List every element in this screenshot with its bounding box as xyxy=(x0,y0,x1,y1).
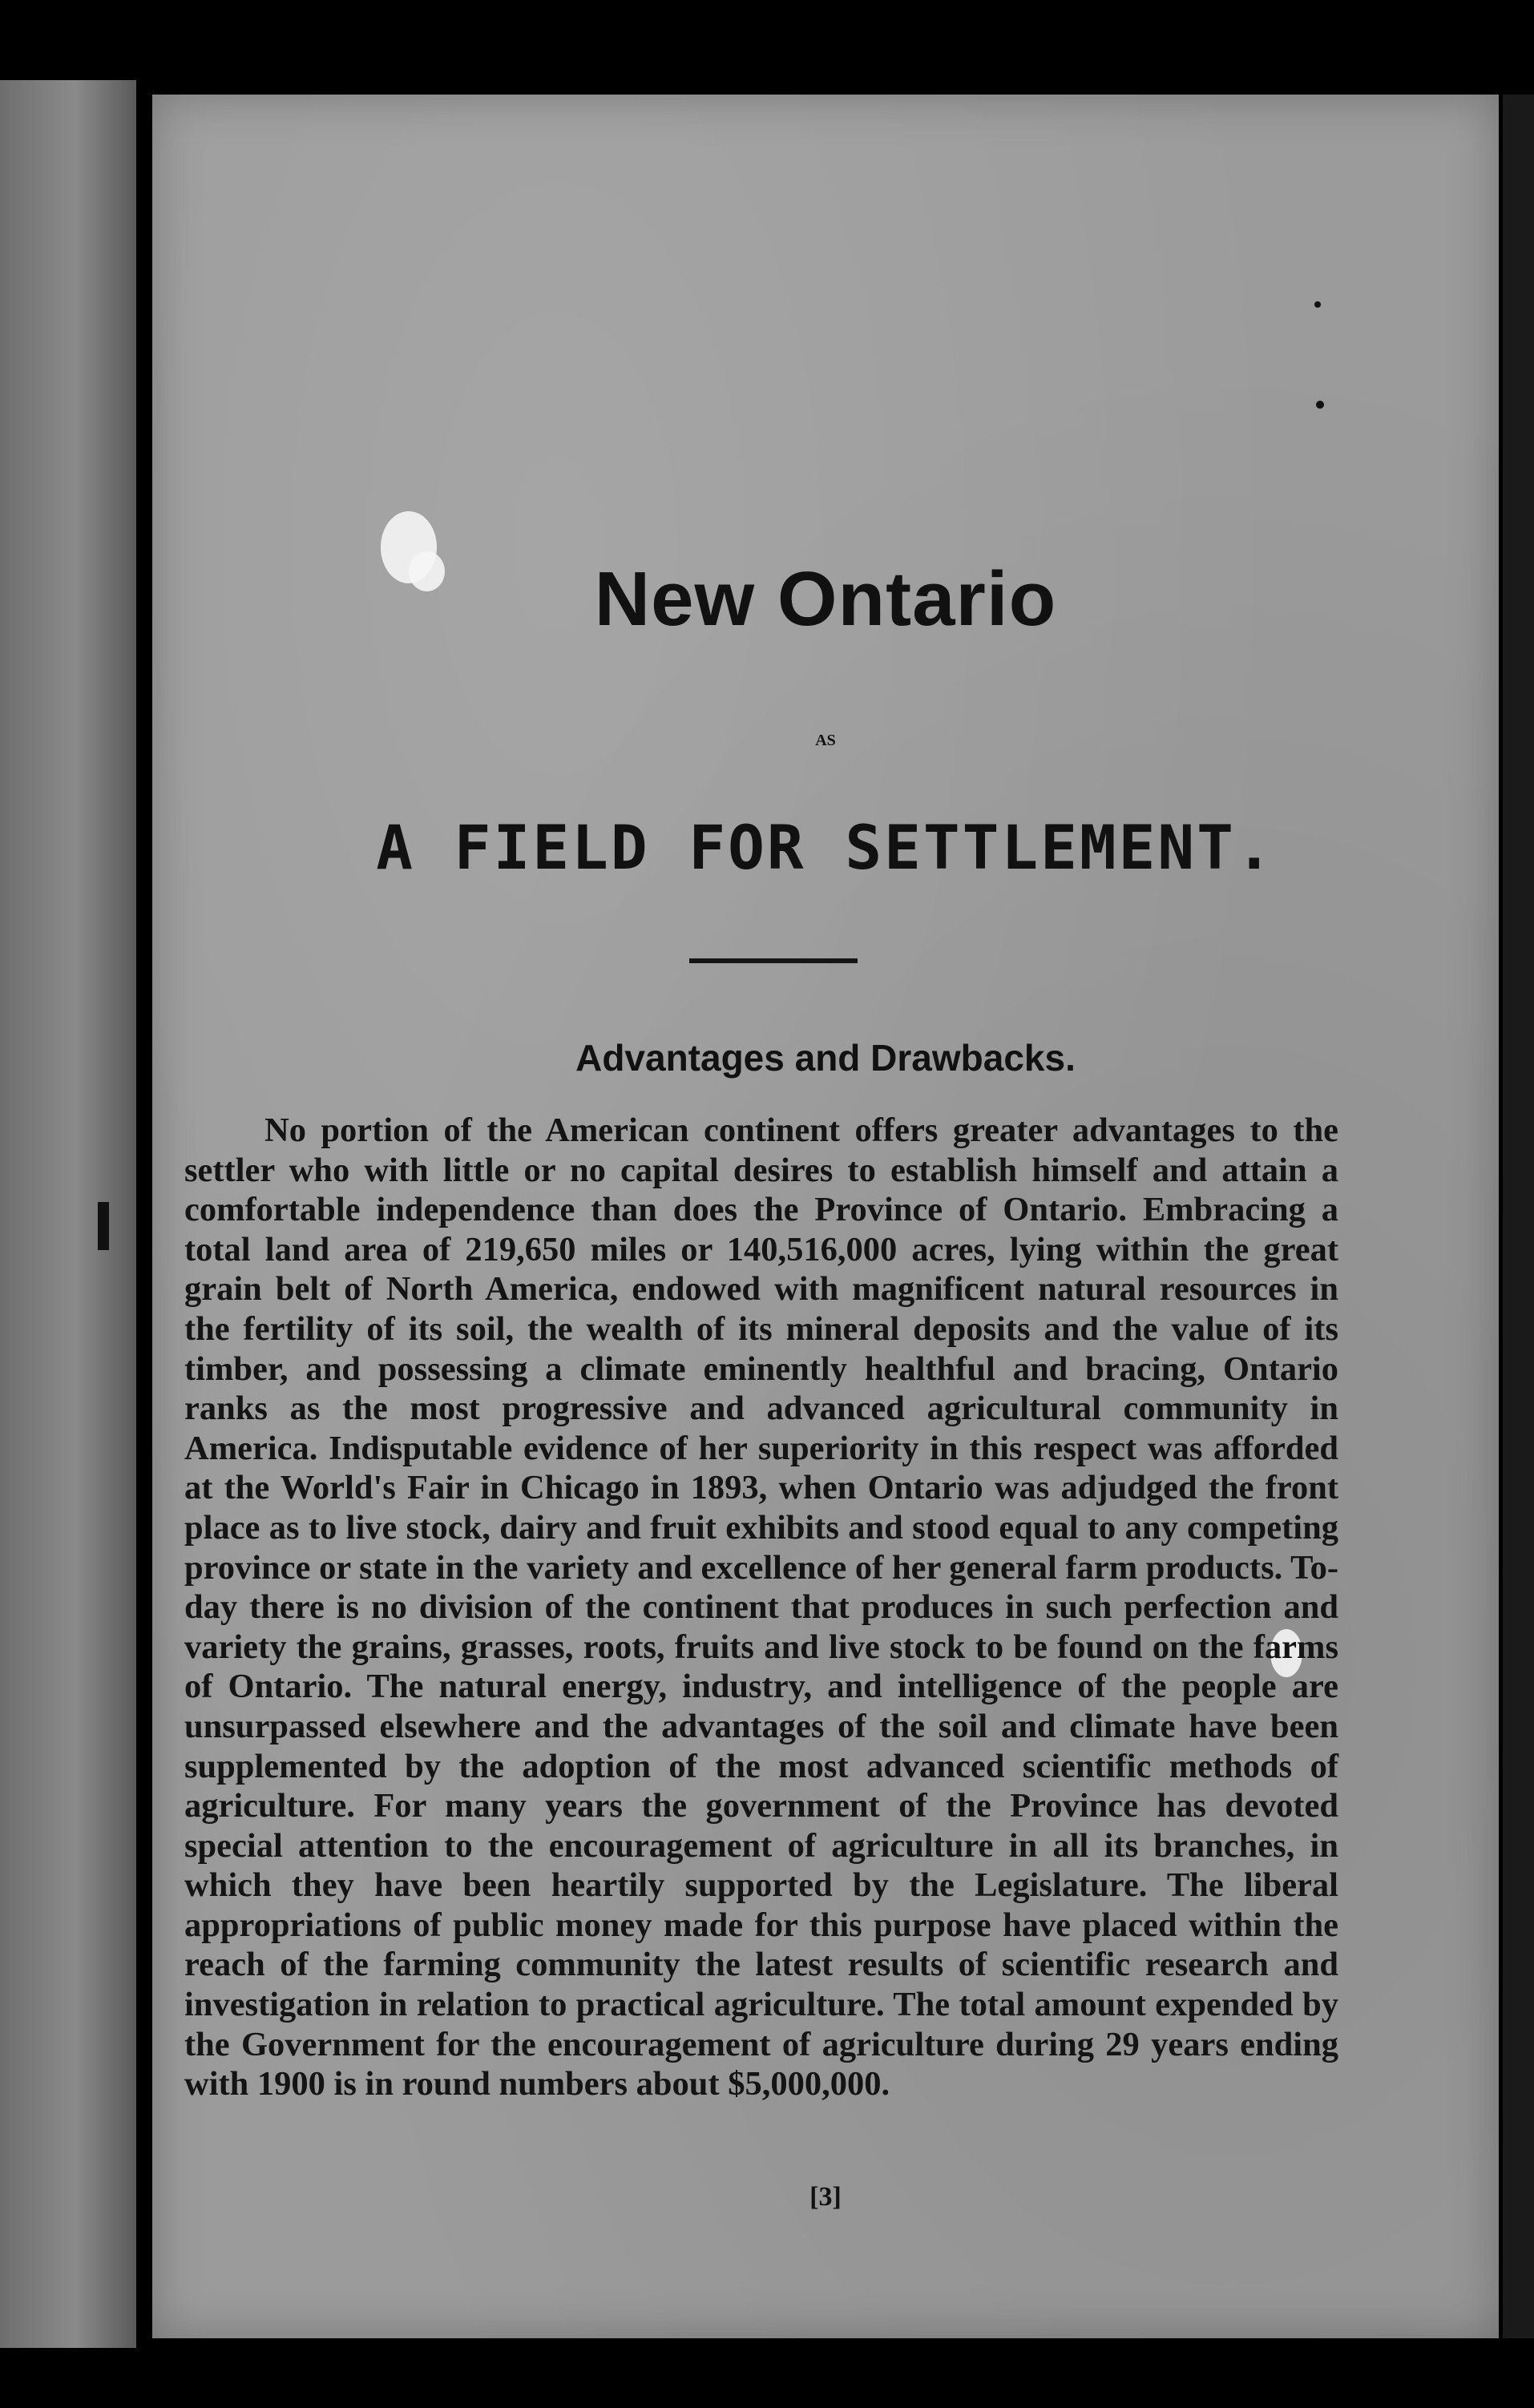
binding-mark xyxy=(98,1202,109,1250)
title-connector: AS xyxy=(815,732,836,749)
decorative-rule xyxy=(689,958,858,963)
page-edge-shadow xyxy=(1503,95,1534,2338)
ink-speck xyxy=(1316,401,1324,409)
facing-page-edge xyxy=(0,80,136,2348)
page-number: [3] xyxy=(809,2182,842,2212)
document-subtitle: A FIELD FOR SETTLEMENT. xyxy=(376,812,1275,883)
document-page xyxy=(152,95,1499,2338)
document-title: New Ontario xyxy=(594,556,1057,642)
section-heading: Advantages and Drawbacks. xyxy=(575,1037,1076,1079)
ink-speck xyxy=(1314,301,1321,308)
body-paragraph: No portion of the American continent offers greater advantages to the settler who with little or no capital desires to establish himself and attain a comfortable independence than does the Province of Ontario. Embracing a total land area of 219,650 miles or 140,516,000 acres, lying within the great grain belt of North America, endowed with magnificent natural resources in the fertility of its soil, the wealth of its mineral deposits and the value of its timber, and possessing a climate eminently healthful and bracing, Ontario ranks as the most progressive and advanced agricultural community in America. Indisputable evidence of her superiority in this respect was afforded at the World's Fair in Chicago in 1893, when Ontario was adjudged the front place as to live stock, dairy and fruit exhibits and stood equal to any competing province or state in the variety and excellence of her general farm products. To-day there is no division of the continent that produces in such perfection and variety the grains, grasses, roots, fruits and live stock to be found on the farms of Ontario. The natural energy, industry, and intelligence of the people are unsurpassed elsewhere and the advantages of the soil and climate have been supplemented by the adoption of the most advanced scientific methods of agriculture. For many years the government of the Province has devoted special attention to the encouragement of agriculture in all its branches, in which they have been heartily supported by the Legislature. The liberal appropriations of public money made for this purpose have placed within the reach of the farming community the latest results of scientific research and investigation in relation to practical agriculture. The total amount expended by the Government for the encouragement of agriculture during 29 years ending with 1900 is in round numbers about $5,000,000. xyxy=(184,1111,1338,2103)
